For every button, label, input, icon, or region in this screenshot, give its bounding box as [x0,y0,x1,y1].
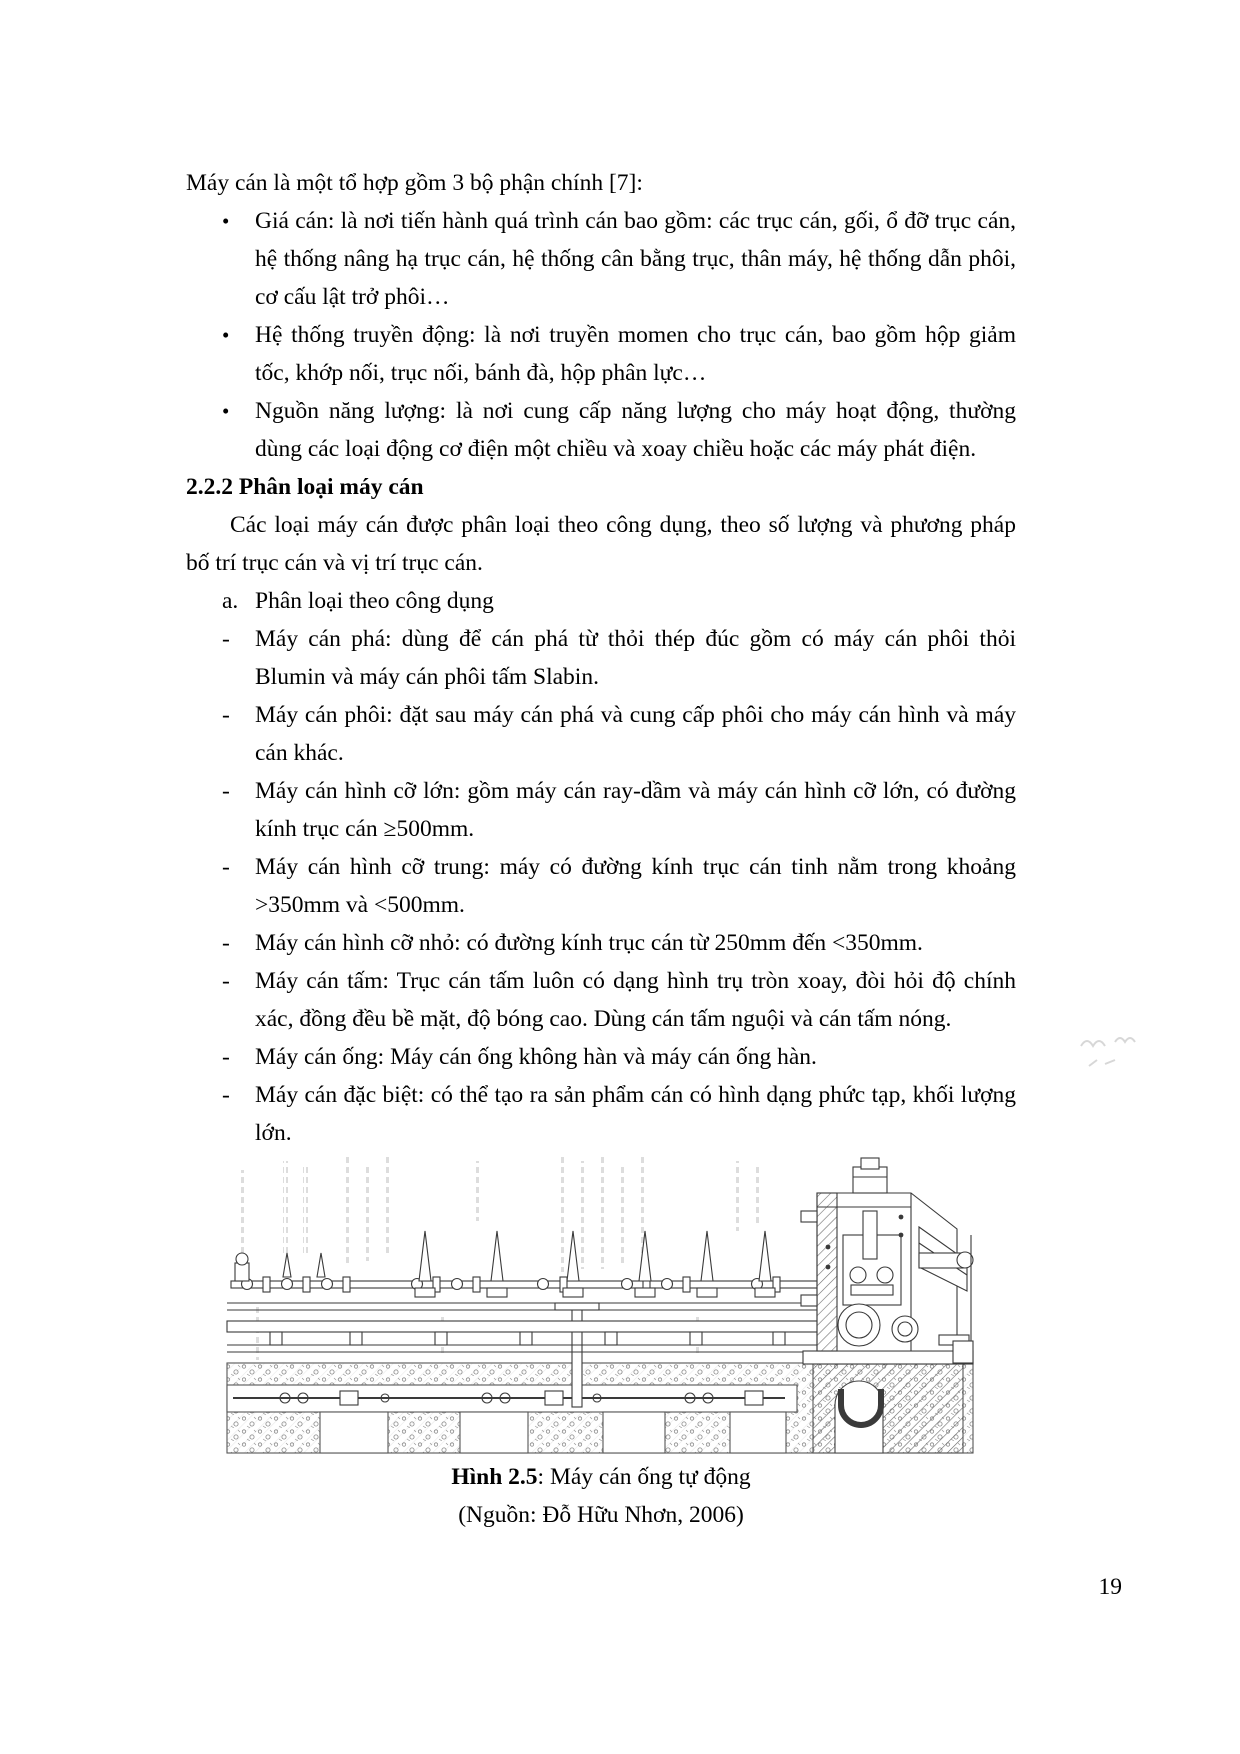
dash-item-may-can-tam [186,962,1016,1038]
dash-marker: - [222,930,230,956]
figure-caption-text: : Máy cán ống tự động [537,1464,751,1490]
dash-item-may-can-phoi [186,696,1016,772]
alpha-marker: a. [222,588,239,614]
figure-source: (Nguồn: Đỗ Hữu Nhơn, 2006) [458,1502,744,1528]
figure-caption-label: Hình 2.5 [451,1464,538,1490]
dash-text-may-can-hinh-co-nho: Máy cán hình cỡ nhỏ: có đường kính trục cán từ 250mm đến <350mm. [255,930,923,956]
dash-text-may-can-pha: Máy cán phá: dùng để cán phá từ thỏi thép đúc gồm có máy cán phôi thỏi Blumin và máy cán phôi tấm Slabin. [255,626,1016,690]
alpha-item-cong-dung [186,582,1016,620]
dash-text-may-can-phoi: Máy cán phôi: đặt sau máy cán phá và cung cấp phôi cho máy cán hình và máy cán khác. [255,702,1016,766]
section-heading: 2.2.2 Phân loại máy cán [186,474,424,500]
alpha-text-cong-dung: Phân loại theo công dụng [255,588,494,614]
dash-text-may-can-hinh-co-lon: Máy cán hình cỡ lớn: gồm máy cán ray-dầm và máy cán hình cỡ lớn, có đường kính trục cán ≥500mm. [255,778,1016,842]
page-number: 19 [1098,1574,1122,1600]
dash-marker: - [222,1082,230,1108]
dash-marker: - [222,626,230,652]
bullet-marker: • [222,323,230,347]
dash-text-may-can-hinh-co-trung: Máy cán hình cỡ trung: máy có đường kính trục cán tinh nằm trong khoảng >350mm và <500mm. [255,854,1016,918]
dash-marker: - [222,702,230,728]
dash-item-may-can-ong [186,1038,1016,1076]
bullet-item-he-thong-truyen-dong [186,316,1016,392]
bullet-text-gia-can: Giá cán: là nơi tiến hành quá trình cán bao gồm: các trục cán, gối, ổ đỡ trục cán, hệ thống nâng hạ trục cán, hệ thống cân bằng trục, thân máy, hệ thống dẫn phôi, cơ cấu lật trở phôi… [255,208,1016,310]
bullet-marker: • [222,399,230,423]
bullet-marker: • [222,209,230,233]
intro-paragraph: Máy cán là một tổ hợp gồm 3 bộ phận chính [7]: [186,170,643,196]
dash-marker: - [222,1044,230,1070]
bullet-item-nguon-nang-luong [186,392,1016,468]
dash-item-may-can-pha [186,620,1016,696]
figure-rolling-mill [225,1155,975,1455]
dash-text-may-can-tam: Máy cán tấm: Trục cán tấm luôn có dạng hình trụ tròn xoay, đòi hỏi độ chính xác, đồng đều bề mặt, độ bóng cao. Dùng cán tấm nguội và cán tấm nóng. [255,968,1016,1032]
dash-text-may-can-dac-biet: Máy cán đặc biệt: có thể tạo ra sản phẩm cán có hình dạng phức tạp, khối lượng lớn. [255,1082,1016,1146]
figure-caption [186,1458,1016,1496]
bullet-item-gia-can [186,202,1016,316]
classification-paragraph: Các loại máy cán được phân loại theo công dụng, theo số lượng và phương pháp bố trí trục cán và vị trí trục cán. [186,512,1016,576]
dash-marker: - [222,778,230,804]
bullet-text-he-thong-truyen-dong: Hệ thống truyền động: là nơi truyền momen cho trục cán, bao gồm hộp giảm tốc, khớp nối, trục nối, bánh đà, hộp phân lực… [255,322,1016,386]
document-body [186,164,1016,1152]
dash-text-may-can-ong: Máy cán ống: Máy cán ống không hàn và máy cán ống hàn. [255,1044,817,1070]
dash-marker: - [222,968,230,994]
dash-item-may-can-hinh-co-trung [186,848,1016,924]
dash-item-may-can-dac-biet [186,1076,1016,1152]
dash-marker: - [222,854,230,880]
dash-item-may-can-hinh-co-lon [186,772,1016,848]
rolling-mill-drawing [225,1155,975,1455]
scan-artifact [1075,1032,1145,1078]
dash-item-may-can-hinh-co-nho [186,924,1016,962]
bullet-text-nguon-nang-luong: Nguồn năng lượng: là nơi cung cấp năng lượng cho máy hoạt động, thường dùng các loại động cơ điện một chiều và xoay chiều hoặc các máy phát điện. [255,398,1016,462]
